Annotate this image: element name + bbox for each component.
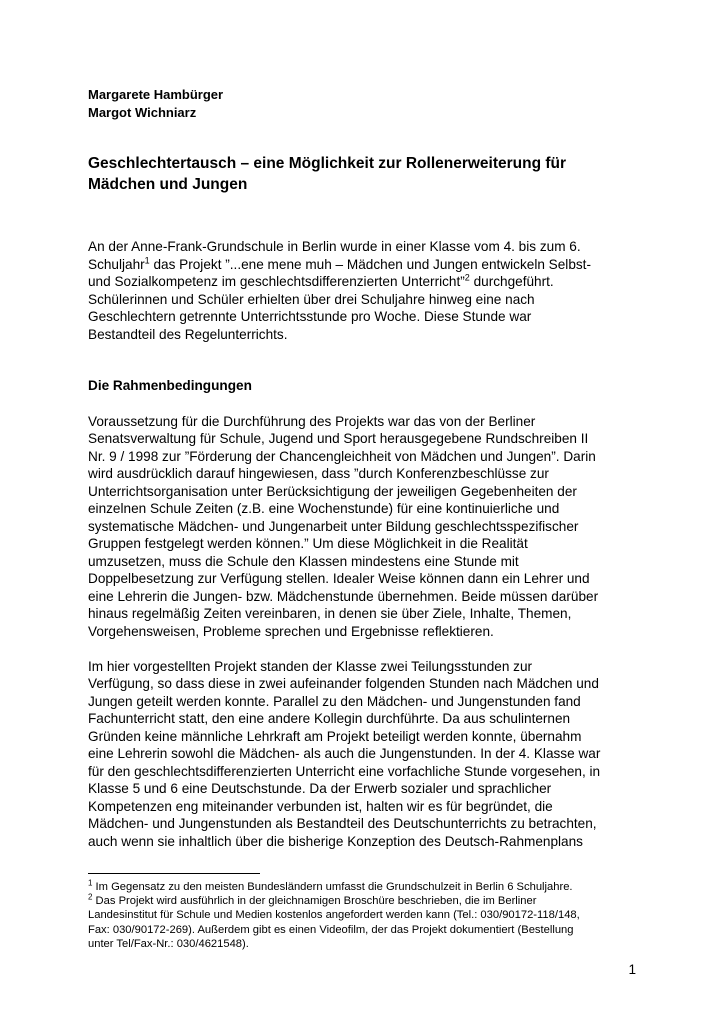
footnote-separator [88, 873, 260, 874]
footnote-1: $^1$ Im Gegensatz zu den meisten Bundesländern umfasst die Grundschulzeit in Berlin 6 Schuljahre. [88, 878, 573, 893]
text-line: und Sozialkompetenz im geschlechtsdifferenzierten Unterricht”$^2$ durchgeführt. [88, 272, 554, 289]
footnotes [88, 880, 648, 951]
intro-paragraph [88, 238, 648, 343]
text-line: Klasse 5 und 6 eine Deutschstunde. Da der Erwerb sozialer und sprachlicher [88, 781, 552, 796]
body-paragraph [88, 658, 648, 851]
footnote-ref-1[interactable]: 1 [144, 254, 150, 265]
text-line: eine Lehrerin sowohl die Mädchen- als auch die Jungenstunden. In der 4. Klasse war [88, 746, 601, 761]
text-line: Nr. 9 / 1998 zur ”Förderung der Chancengleichheit von Mädchen und Jungen”. Darin [88, 448, 596, 464]
footnote-line: $^2$ Das Projekt wird ausführlich in der gleichnamigen Broschüre beschrieben, die im Berliner [88, 892, 537, 908]
text-line: einzelnen Schule Zeiten (z.B. eine Wochenstunde) für eine kontinuierliche und [88, 501, 560, 516]
document-title [88, 153, 648, 195]
text-line: Fachunterricht statt, den eine andere Kollegin durchführte. Da aus schulinternen [88, 711, 571, 726]
text-line: Mädchen- und Jungenstunden als Bestandteil des Deutschunterrichts zu betrachten, [88, 816, 597, 831]
document-page [88, 86, 648, 850]
text-line: umzusetzen, muss die Schule den Klassen mindestens eine Stunde mit [88, 553, 519, 569]
text-line: hinaus regelmäßig Zeiten vereinbaren, in denen sie über Ziele, Inhalte, Themen, [88, 606, 572, 621]
page-number: 1 [628, 962, 636, 977]
text-line: Schuljahr$^1$ das Projekt ”...ene mene muh – Mädchen und Jungen entwickeln Selbst- [88, 254, 591, 272]
author-name: Margarete Hambürger [88, 87, 224, 102]
text-line: Im hier vorgestellten Projekt standen der Klasse zwei Teilungsstunden zur [88, 658, 533, 674]
footnote-line: Landesinstitut für Schule und Medien kostenlos angefordert werden kann (Tel.: 030/90172-118/148, [88, 909, 580, 922]
text-line: Geschlechtern getrennte Unterrichtsstunde pro Woche. Diese Stunde war [88, 309, 532, 324]
text-line: für den geschlechtsdifferenzierten Unterricht eine vorfachliche Stunde vorgesehen, in [88, 763, 601, 779]
footnote-ref-2[interactable]: 2 [464, 272, 470, 283]
footnote-line: unter Tel/Fax-Nr.: 030/4621548). [88, 937, 249, 950]
author-block [88, 86, 648, 122]
text-line: Doppelbesetzung zur Verfügung stellen. Idealer Weise können dann ein Lehrer und [88, 571, 590, 586]
author-name: Margot Wichniarz [88, 105, 197, 120]
text-line: Jungen geteilt werden konnte. Parallel zu den Mädchen- und Jungenstunden fand [88, 693, 581, 709]
title-line: Geschlechtertausch – eine Möglichkeit zur Rollenerweiterung für [88, 155, 567, 172]
text-line: Senatsverwaltung für Schule, Jugend und Sport herausgegebene Rundschreiben II [88, 431, 589, 446]
footnote-2 [88, 894, 648, 951]
text-line: Unterrichtsorganisation unter Berücksichtigung der jeweiligen Gegebenheiten der [88, 483, 577, 499]
text-line: Vorgehensweisen, Probleme sprechen und Ergebnisse reflektieren. [88, 623, 494, 639]
text-line: Voraussetzung für die Durchführung des Projekts war das von der Berliner [88, 413, 536, 429]
body-paragraph [88, 413, 648, 641]
title-line: Mädchen und Jungen [88, 176, 248, 193]
text-line: systematische Mädchen- und Jungenarbeit unter Bildung geschlechtsspezifischer [88, 518, 579, 534]
section-heading: Die Rahmenbedingungen [88, 378, 252, 393]
text-line: eine Lehrerin die Jungen- bzw. Mädchenstunde übernehmen. Beide müssen darüber [88, 588, 599, 604]
text-line: Kompetenzen eng miteinander verbunden ist, halten wir es für begründet, die [88, 798, 553, 814]
text-line: Verfügung, so dass diese in zwei aufeinander folgenden Stunden nach Mädchen und [88, 676, 599, 691]
footnote-line: Fax: 030/90172-269). Außerdem gibt es einen Videofilm, der das Projekt dokumentiert (Bestellung [88, 923, 574, 936]
text-line: Gründen keine männliche Lehrkraft am Projekt beteiligt werden konnte, übernahm [88, 728, 582, 744]
text-line: An der Anne-Frank-Grundschule in Berlin wurde in einer Klasse vom 4. bis zum 6. [88, 239, 581, 254]
text-line: wird ausdrücklich darauf hingewiesen, dass ”durch Konferenzbeschlüsse zur [88, 466, 549, 481]
text-line: Bestandteil des Regelunterrichts. [88, 326, 288, 342]
text-line: auch wenn sie inhaltlich über die bisherige Konzeption des Deutsch-Rahmenplans [88, 833, 583, 849]
text-line: Gruppen festgelegt werden können.” Um diese Möglichkeit in die Realität [88, 536, 528, 551]
text-line: Schülerinnen und Schüler erhielten über drei Schuljahre hinweg eine nach [88, 291, 535, 307]
